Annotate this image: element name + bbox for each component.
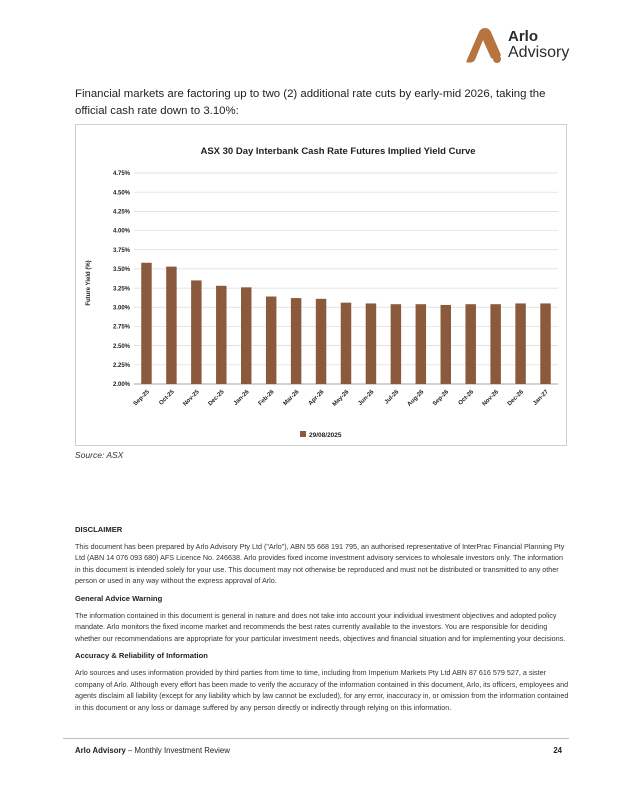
bar-Oct-26: [465, 304, 475, 384]
bar-Jul-26: [391, 304, 401, 384]
bar-May-26: [341, 303, 351, 384]
x-tick-label: Feb-26: [257, 389, 276, 408]
bar-Jan-27: [540, 303, 550, 384]
disclaimer-body: This document has been prepared by Arlo Advisory Pty Ltd ("Arlo"), ABN 55 668 191 795, an authorised representative of InterPrac Financial Planning Pty Ltd (ABN 14 076 093 680) AFS Licence No. 246638. Arlo provides fixed income investment advisory services to wholesale investors only. The information in this document is intended solely for your use. This document may not otherwise be reproduced and must not be distributed or transmitted to any other person or used in any way without the express approval of Arlo.: [75, 541, 565, 586]
x-tick-label: Aug-26: [406, 389, 426, 408]
x-tick-label: Jul-26: [383, 389, 401, 406]
logo-word-advisory: Advisory: [508, 44, 570, 61]
y-tick-label: 2.50%: [112, 343, 130, 350]
bar-Jan-26: [241, 287, 251, 384]
bar-Dec-26: [515, 303, 525, 384]
x-tick-label: Oct-25: [158, 389, 176, 407]
page-number: 24: [553, 746, 562, 755]
bar-Jun-26: [366, 303, 376, 384]
bar-Oct-25: [166, 267, 176, 384]
y-tick-label: 4.75%: [112, 171, 130, 178]
accuracy-body: Arlo sources and uses information provided by third parties from time to time, including from Imperium Markets Pty Ltd ABN 87 616 579 527, a sister company of Arlo. Although every effort has been made to verify the accuracy of the information contained in this document, Arlo, its officers, employees and agents disclaim all liability (except for any liability which by law cannot be excluded), for any error, inaccuracy in, or omission from the information contained in this document or any loss or damage suffered by any person directly or indirectly through relying on this information.: [75, 667, 569, 712]
general-advice-title: General Advice Warning: [75, 593, 163, 603]
y-tick-label: 4.25%: [112, 209, 130, 216]
footer-divider: [63, 738, 569, 739]
x-tick-label: Apr-26: [307, 389, 326, 407]
bar-Mar-26: [291, 298, 301, 384]
y-axis-label: Future Yield (%): [86, 260, 92, 306]
accuracy-title: Accuracy & Reliability of Information: [75, 651, 208, 661]
y-tick-label: 2.25%: [112, 363, 130, 370]
legend-swatch: [300, 431, 306, 437]
bar-Sep-26: [441, 305, 451, 384]
general-advice-body: The information contained in this document is general in nature and does not take into account your individual investment objectives and adopted policy mandate. Arlo monitors the fixed income market and recommends the best rates currently available to the investors. You are responsible for deciding whether our recommendations are appropriate for your particular investment needs, objectives and financial situation and for implementing your decisions.: [75, 610, 566, 643]
x-tick-label: Oct-26: [457, 389, 476, 407]
x-tick-label: Nov-25: [182, 389, 201, 408]
bar-Dec-25: [216, 286, 226, 384]
y-tick-label: 3.50%: [112, 267, 130, 274]
chart-source: Source: ASX: [75, 450, 124, 460]
intro-paragraph: Financial markets are factoring up to two (2) additional rate cuts by early-mid 2026, taking the official cash rate down to 3.10%:: [75, 88, 546, 117]
y-tick-label: 2.00%: [112, 382, 130, 389]
y-tick-label: 3.75%: [112, 247, 130, 254]
x-tick-label: Jun-26: [357, 389, 376, 408]
x-tick-label: Mar-26: [282, 389, 301, 408]
chart-svg: [76, 125, 566, 445]
bar-Apr-26: [316, 299, 326, 384]
x-tick-label: Sep-25: [132, 389, 151, 408]
y-tick-label: 3.00%: [112, 305, 130, 312]
arlo-logo: [464, 26, 574, 66]
bar-Feb-26: [266, 297, 276, 384]
yield-curve-chart: [75, 124, 567, 446]
footer-subtitle: – Monthly Investment Review: [125, 746, 230, 755]
disclaimer-section: [75, 524, 569, 719]
x-tick-label: Nov-26: [481, 389, 501, 408]
legend-label: 29/08/2025: [309, 432, 342, 439]
bar-Aug-26: [416, 304, 426, 384]
logo-word-arlo: Arlo: [508, 28, 538, 45]
footer-brand: Arlo Advisory: [75, 746, 126, 755]
bar-Sep-25: [141, 263, 151, 384]
x-tick-label: Jan-27: [532, 389, 550, 407]
x-tick-label: May-26: [331, 389, 351, 408]
bar-Nov-25: [191, 280, 201, 384]
page-footer: [75, 746, 569, 755]
y-tick-label: 4.50%: [112, 190, 130, 197]
x-tick-label: Sep-26: [432, 389, 451, 408]
y-tick-label: 4.00%: [112, 228, 130, 235]
disclaimer-title: DISCLAIMER: [75, 525, 123, 534]
x-tick-label: Dec-26: [506, 389, 526, 408]
y-tick-label: 3.25%: [112, 286, 130, 293]
bar-Nov-26: [490, 304, 500, 384]
chart-title: ASX 30 Day Interbank Cash Rate Futures Implied Yield Curve: [200, 146, 476, 157]
y-tick-label: 2.75%: [112, 324, 130, 331]
chart-legend: [300, 431, 342, 439]
arlo-logo-icon: [464, 28, 502, 64]
x-tick-label: Dec-25: [207, 389, 226, 408]
x-tick-label: Jan-26: [232, 389, 251, 407]
